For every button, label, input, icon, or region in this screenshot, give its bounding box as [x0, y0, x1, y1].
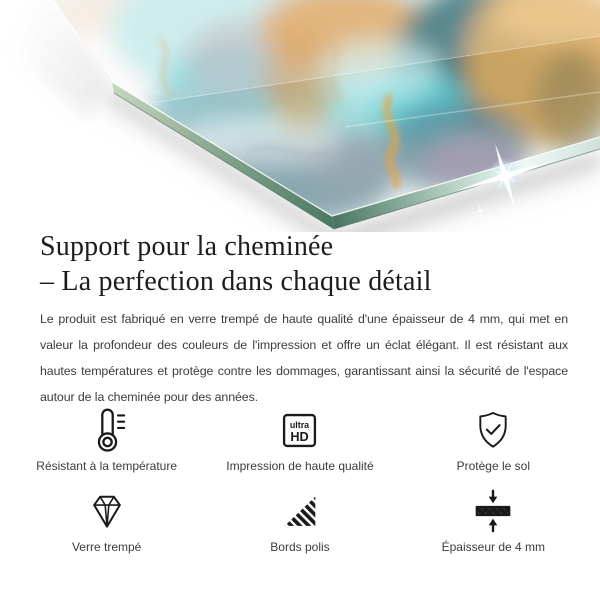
- svg-text:ultra: ultra: [290, 419, 310, 430]
- glass-panel-image: [0, 0, 600, 232]
- page-title-line1: Support pour la cheminée: [40, 231, 334, 262]
- page-title-line2: – La perfection dans chaque détail: [40, 266, 432, 297]
- feature-print-quality: [203, 405, 396, 474]
- shield-check-icon: [472, 405, 514, 455]
- feature-label: Protège le sol: [456, 459, 531, 473]
- diamond-icon: [85, 486, 129, 536]
- feature-floor-protection: [397, 405, 590, 474]
- feature-polished-edges: [203, 486, 396, 555]
- thickness-icon: [470, 486, 516, 536]
- thermometer-icon: [82, 405, 132, 455]
- feature-label: Bords polis: [270, 540, 330, 554]
- feature-label: Verre trempé: [71, 540, 142, 554]
- polished-edges-icon: [279, 486, 321, 536]
- feature-label: Impression de haute qualité: [226, 459, 374, 473]
- svg-text:HD: HD: [290, 428, 310, 444]
- feature-thickness: [397, 486, 590, 555]
- feature-temperature: [10, 405, 203, 474]
- ultra-hd-icon: [281, 405, 318, 455]
- feature-label: Résistant à la température: [36, 459, 178, 473]
- features-grid: [10, 405, 590, 555]
- feature-label: Épaisseur de 4 mm: [441, 540, 546, 554]
- product-description: Le produit est fabriqué en verre trempé de haute qualité d'une épaisseur de 4 mm, qui met en valeur la profondeur des couleurs de l'impression et offre un éclat élégant. Il est résistant aux hautes températures et protège contre les dommages, garantissant ainsi la sécurité de l'espace autour de la cheminée pour des années.: [40, 312, 568, 404]
- page-title: [40, 229, 432, 299]
- product-image: [0, 0, 600, 232]
- feature-tempered-glass: [10, 486, 203, 555]
